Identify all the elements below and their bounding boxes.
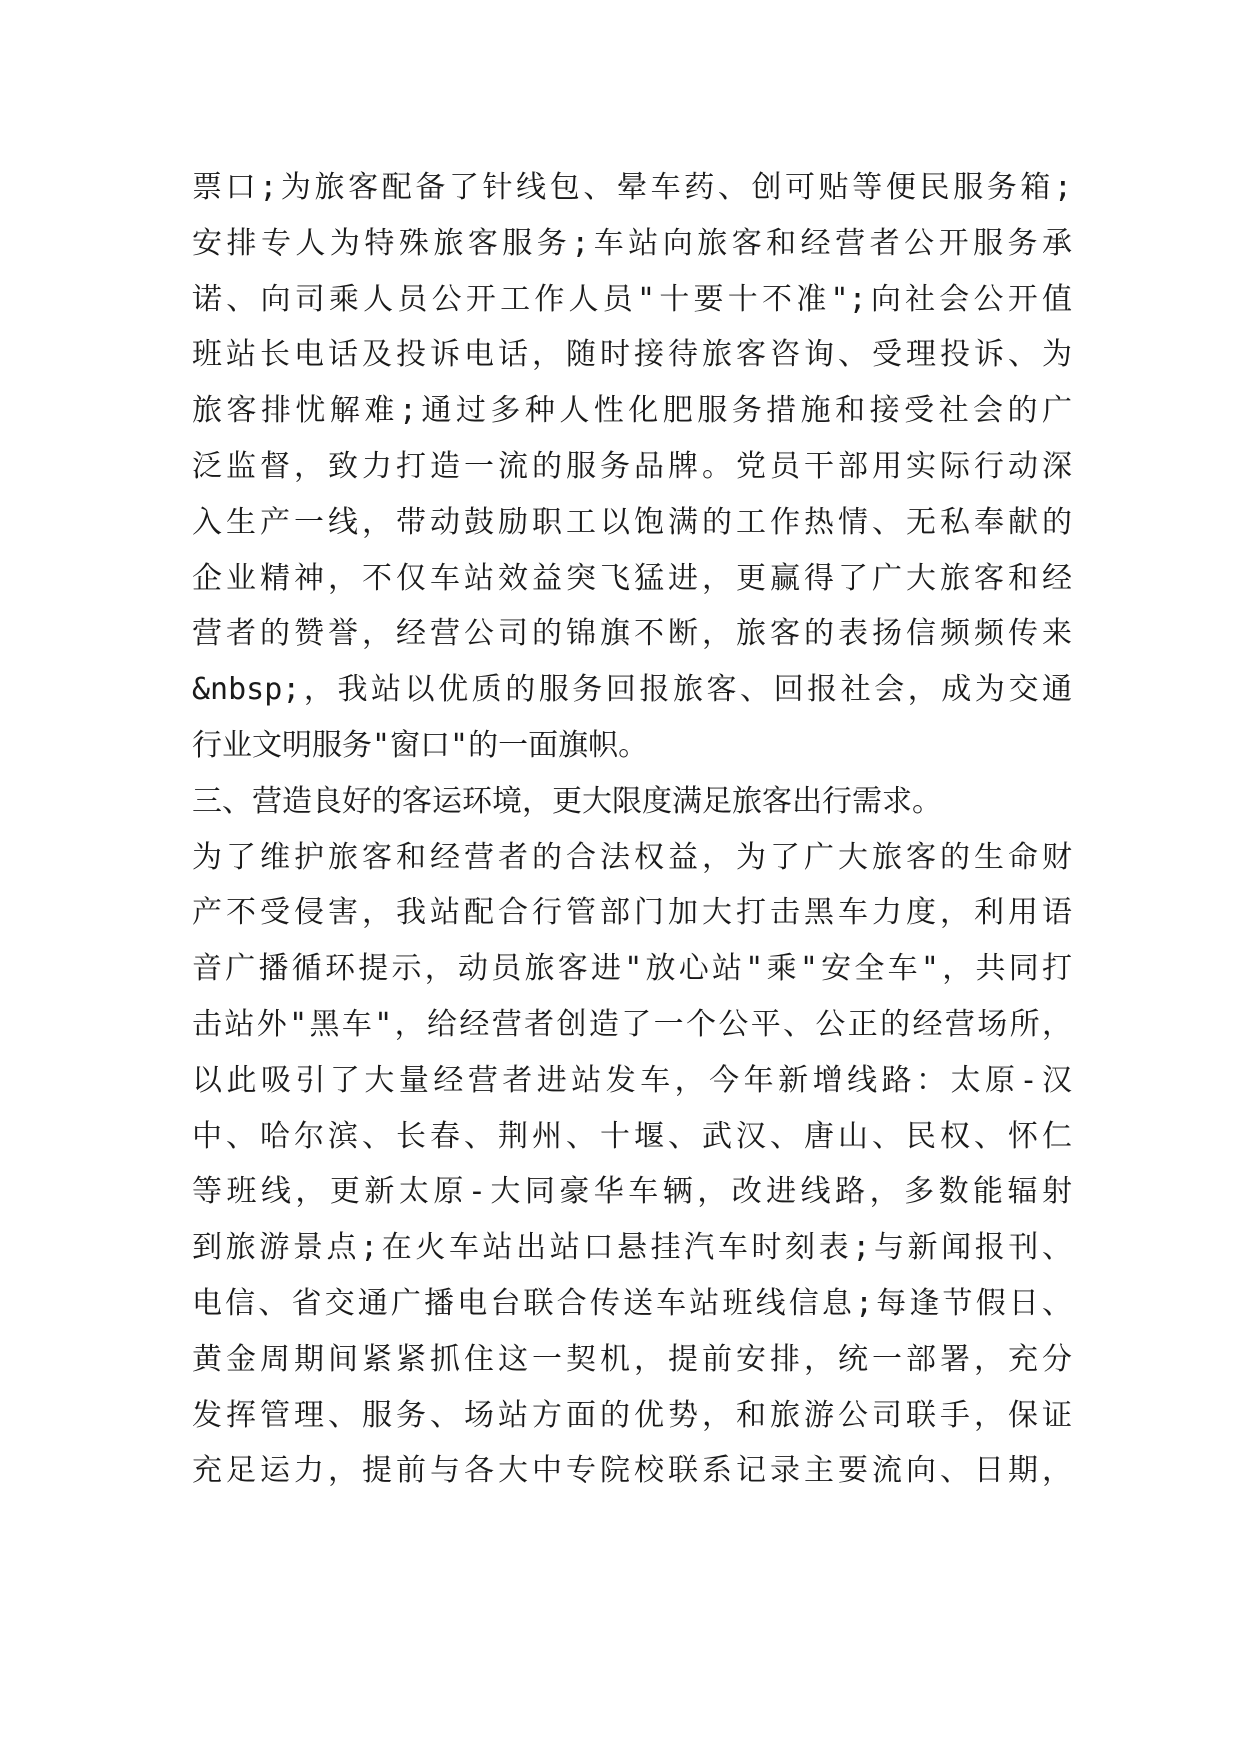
text-line: 泛监督，致力打造一流的服务品牌。党员干部用实际行动深 bbox=[192, 448, 1072, 484]
text-line: 旅客排忧解难;通过多种人性化肥服务措施和接受社会的广 bbox=[192, 393, 1072, 429]
text-line: 到旅游景点;在火车站出站口悬挂汽车时刻表;与新闻报刊、 bbox=[192, 1230, 1072, 1266]
section-heading: 三、营造良好的客运环境，更大限度满足旅客出行需求。 bbox=[192, 783, 942, 819]
text-line: &nbsp;，我站以优质的服务回报旅客、回报社会，成为交通 bbox=[192, 672, 1072, 708]
text-line: 为了维护旅客和经营者的合法权益，为了广大旅客的生命财 bbox=[192, 839, 1072, 875]
text-line: 入生产一线，带动鼓励职工以饱满的工作热情、无私奉献的 bbox=[192, 504, 1072, 540]
text-line: 充足运力，提前与各大中专院校联系记录主要流向、日期， bbox=[192, 1453, 1072, 1489]
text-line: 等班线，更新太原-大同豪华车辆，改进线路，多数能辐射 bbox=[192, 1174, 1072, 1210]
text-line: 营者的赞誉，经营公司的锦旗不断，旅客的表扬信频频传来 bbox=[192, 616, 1072, 652]
text-line: 票口;为旅客配备了针线包、晕车药、创可贴等便民服务箱; bbox=[192, 170, 1072, 205]
text-line: 音广播循环提示，动员旅客进"放心站"乘"安全车"，共同打 bbox=[192, 951, 1072, 987]
text-line: 安排专人为特殊旅客服务;车站向旅客和经营者公开服务承 bbox=[192, 225, 1072, 261]
text-line: 黄金周期间紧紧抓住这一契机，提前安排，统一部署，充分 bbox=[192, 1341, 1072, 1377]
body-text bbox=[192, 160, 1072, 1499]
text-line: 班站长电话及投诉电话，随时接待旅客咨询、受理投诉、为 bbox=[192, 337, 1072, 373]
text-line: 行业文明服务"窗口"的一面旗帜。 bbox=[192, 727, 649, 763]
text-line: 产不受侵害，我站配合行管部门加大打击黑车力度，利用语 bbox=[192, 895, 1072, 931]
text-line: 中、哈尔滨、长春、荆州、十堰、武汉、唐山、民权、怀仁 bbox=[192, 1118, 1072, 1154]
text-line: 发挥管理、服务、场站方面的优势，和旅游公司联手，保证 bbox=[192, 1397, 1072, 1433]
text-line: 击站外"黑车"，给经营者创造了一个公平、公正的经营场所， bbox=[192, 1006, 1072, 1042]
text-line: 电信、省交通广播电台联合传送车站班线信息;每逢节假日、 bbox=[192, 1285, 1072, 1321]
text-line: 企业精神，不仅车站效益突飞猛进，更赢得了广大旅客和经 bbox=[192, 560, 1072, 596]
text-line: 诺、向司乘人员公开工作人员"十要十不准";向社会公开值 bbox=[192, 281, 1072, 317]
text-line: 以此吸引了大量经营者进站发车，今年新增线路：太原-汉 bbox=[192, 1062, 1072, 1098]
